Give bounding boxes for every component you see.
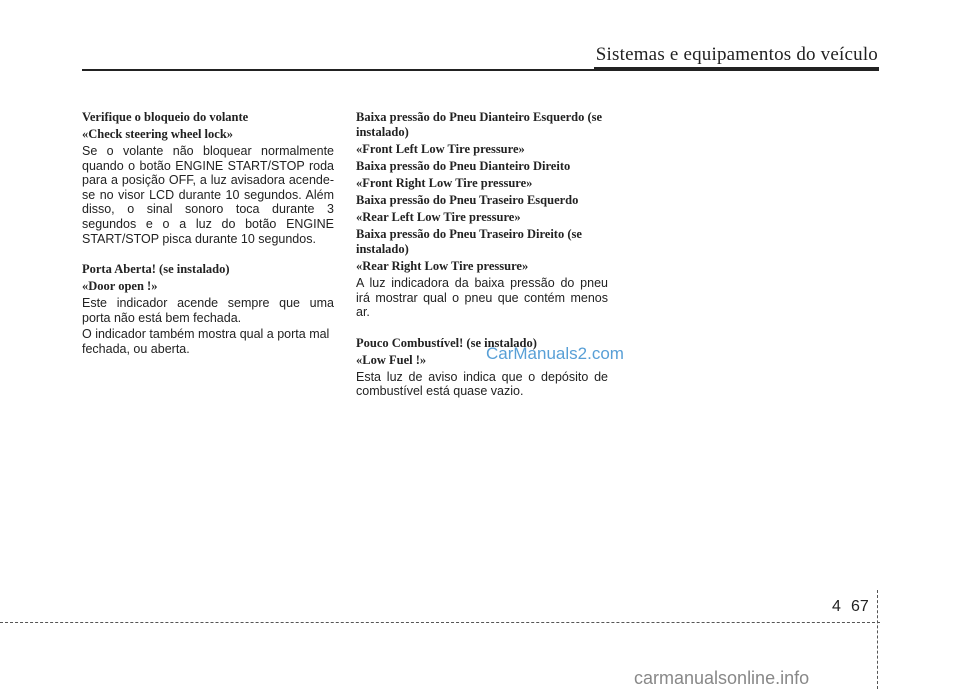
page-number: 67 [851,598,869,615]
paragraph-steering-lock: Se o volante não bloquear normalmente quando o botão ENGINE START/STOP roda para a posição OFF, a luz avisadora acende-se no visor LCD durante 10 segundos. Além disso, o sinal sonoro toca durante 3 segundos e o a luz do botão ENGINE START/STOP pisca durante 10 segundos. [82,144,334,246]
heading-steering-lock-en: «Check steering wheel lock» [82,127,234,141]
heading-front-right-tire-en: «Front Right Low Tire pressure» [356,176,533,190]
heading-rear-right-tire: Baixa pressão do Pneu Traseiro Direito (se instalado) [356,227,582,256]
header-title: Sistemas e equipamentos do veículo [595,44,878,65]
heading-low-fuel: Pouco Combustível! (se instalado) [356,335,537,350]
left-column [82,110,334,359]
header-rule [82,69,594,71]
heading-front-left-tire: Baixa pressão do Pneu Dianteiro Esquerdo (se instalado) [356,110,603,139]
watermark-logo: CarManuals2.com [486,344,624,363]
heading-door-open-en: «Door open !» [82,279,158,294]
paragraph-low-fuel: Esta luz de aviso indica que o depósito de combustível está quase vazio. [356,369,608,399]
section-number: 4 [832,598,841,615]
header-bar [594,67,879,71]
heading-front-left-tire-en: «Front Left Low Tire pressure» [356,142,525,156]
footer-divider [0,622,880,623]
heading-low-fuel-en: «Low Fuel !» [356,352,427,367]
heading-rear-right-tire-en: «Rear Right Low Tire pressure» [356,259,529,273]
heading-rear-left-tire-en: «Rear Left Low Tire pressure» [356,210,521,224]
heading-door-open: Porta Aberta! (se instalado) [82,262,230,277]
heading-front-right-tire: Baixa pressão do Pneu Dianteiro Direito [356,159,571,173]
paragraph-tire-pressure: A luz indicadora da baixa pressão do pneu irá mostrar qual o pneu que contém menos ar. [356,276,608,320]
footer-site-watermark: carmanualsonline.info [634,668,810,688]
paragraph-door-open-1: Este indicador acende sempre que uma porta não está bem fechada. [82,296,334,325]
heading-rear-left-tire: Baixa pressão do Pneu Traseiro Esquerdo [356,193,579,207]
footer-vertical-divider [877,590,878,689]
paragraph-door-open-2: O indicador também mostra qual a porta mal fechada, ou aberta. [82,327,330,356]
heading-steering-lock: Verifique o bloqueio do volante [82,110,249,124]
